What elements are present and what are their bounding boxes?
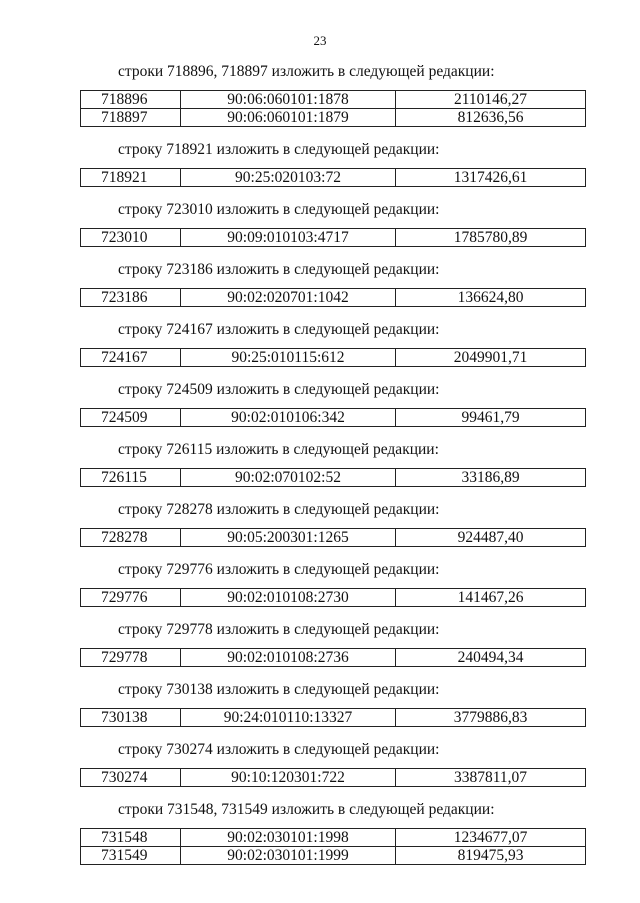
amendment-block [80,441,586,487]
table-row [81,109,586,127]
amendment-table [80,288,586,307]
table-row [81,529,586,547]
value-cell: 3387811,07 [396,769,586,787]
amendment-table [80,708,586,727]
row-number-cell: 718921 [81,169,181,187]
amendment-block [80,801,586,865]
row-number-cell: 723186 [81,289,181,307]
table-row [81,91,586,109]
value-cell: 819475,93 [396,847,586,865]
value-cell: 2110146,27 [396,91,586,109]
row-number-cell: 730138 [81,709,181,727]
amendment-intro-text: строки 731548, 731549 изложить в следующей редакции: [118,801,495,818]
value-cell: 136624,80 [396,289,586,307]
amendment-intro-text: строку 729776 изложить в следующей редакции: [118,561,440,578]
row-number-cell: 728278 [81,529,181,547]
page-number: 23 [313,33,327,48]
amendment-block [80,741,586,787]
table-row [81,349,586,367]
amendment-table [80,228,586,247]
table-row [81,409,586,427]
row-number-cell: 729778 [81,649,181,667]
amendment-table [80,468,586,487]
cadastral-number-cell: 90:02:010108:2730 [181,589,396,607]
row-number-cell: 731548 [81,829,181,847]
amendment-intro-text: строку 729778 изложить в следующей редакции: [118,621,440,638]
row-number-cell: 723010 [81,229,181,247]
table-row [81,709,586,727]
amendment-intro-text: строку 718921 изложить в следующей редакции: [118,141,440,158]
table-row [81,289,586,307]
table-row [81,829,586,847]
amendment-block [80,261,586,307]
table-row [81,229,586,247]
value-cell: 99461,79 [396,409,586,427]
row-number-cell: 731549 [81,847,181,865]
amendment-block [80,63,586,127]
amendment-table [80,648,586,667]
cadastral-number-cell: 90:02:010108:2736 [181,649,396,667]
value-cell: 3779886,83 [396,709,586,727]
value-cell: 240494,34 [396,649,586,667]
amendment-intro-text: строку 726115 изложить в следующей редакции: [118,441,439,458]
amendment-table [80,588,586,607]
amendment-table [80,768,586,787]
amendment-intro-text: строку 723186 изложить в следующей редакции: [118,261,440,278]
cadastral-number-cell: 90:10:120301:722 [181,769,396,787]
amendment-table [80,348,586,367]
amendment-block [80,201,586,247]
amendment-intro-text: строку 724167 изложить в следующей редакции: [118,321,440,338]
row-number-cell: 730274 [81,769,181,787]
amendment-block [80,141,586,187]
value-cell: 1785780,89 [396,229,586,247]
value-cell: 2049901,71 [396,349,586,367]
cadastral-number-cell: 90:06:060101:1878 [181,91,396,109]
amendment-intro-text: строки 718896, 718897 изложить в следующей редакции: [118,63,495,80]
amendment-block [80,501,586,547]
cadastral-number-cell: 90:02:030101:1999 [181,847,396,865]
table-row [81,649,586,667]
table-row [81,769,586,787]
amendment-table [80,528,586,547]
table-row [81,169,586,187]
value-cell: 33186,89 [396,469,586,487]
cadastral-number-cell: 90:02:070102:52 [181,469,396,487]
cadastral-number-cell: 90:02:020701:1042 [181,289,396,307]
value-cell: 1317426,61 [396,169,586,187]
cadastral-number-cell: 90:09:010103:4717 [181,229,396,247]
amendment-block [80,381,586,427]
cadastral-number-cell: 90:25:010115:612 [181,349,396,367]
cadastral-number-cell: 90:24:010110:13327 [181,709,396,727]
amendment-block [80,681,586,727]
row-number-cell: 729776 [81,589,181,607]
amendment-block [80,621,586,667]
value-cell: 812636,56 [396,109,586,127]
amendment-intro-text: строку 730274 изложить в следующей редакции: [118,741,440,758]
cadastral-number-cell: 90:02:010106:342 [181,409,396,427]
amendment-table [80,828,586,865]
cadastral-number-cell: 90:25:020103:72 [181,169,396,187]
amendment-table [80,408,586,427]
table-row [81,469,586,487]
table-row [81,589,586,607]
value-cell: 1234677,07 [396,829,586,847]
cadastral-number-cell: 90:02:030101:1998 [181,829,396,847]
amendment-intro-text: строку 724509 изложить в следующей редакции: [118,381,440,398]
document-body [80,63,586,879]
row-number-cell: 718896 [81,91,181,109]
row-number-cell: 724167 [81,349,181,367]
amendment-intro-text: строку 730138 изложить в следующей редакции: [118,681,440,698]
value-cell: 141467,26 [396,589,586,607]
amendment-block [80,561,586,607]
amendment-table [80,168,586,187]
table-row [81,847,586,865]
cadastral-number-cell: 90:06:060101:1879 [181,109,396,127]
row-number-cell: 724509 [81,409,181,427]
row-number-cell: 718897 [81,109,181,127]
amendment-intro-text: строку 723010 изложить в следующей редакции: [118,201,440,218]
amendment-table [80,90,586,127]
value-cell: 924487,40 [396,529,586,547]
cadastral-number-cell: 90:05:200301:1265 [181,529,396,547]
row-number-cell: 726115 [81,469,181,487]
amendment-block [80,321,586,367]
amendment-intro-text: строку 728278 изложить в следующей редакции: [118,501,440,518]
